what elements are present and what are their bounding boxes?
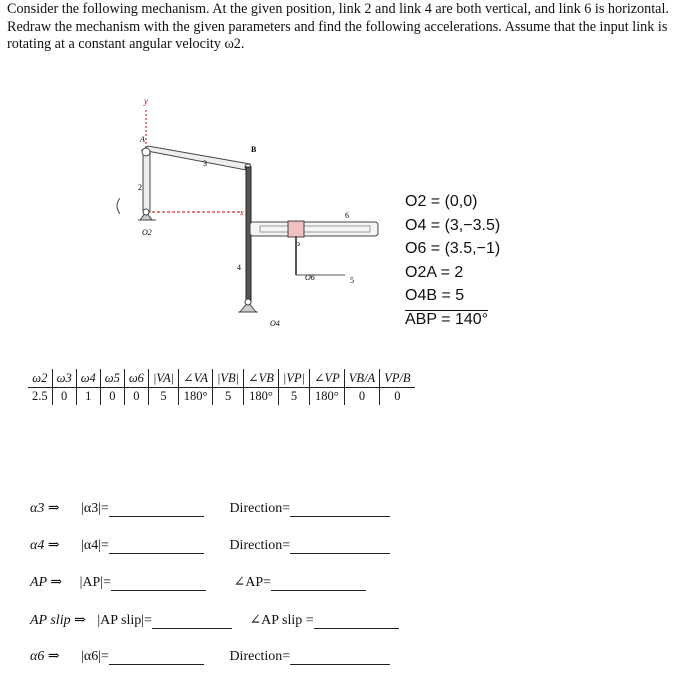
alpha6-magnitude-blank[interactable] xyxy=(109,650,204,665)
slider-P xyxy=(288,221,304,237)
alpha3-direction-blank[interactable] xyxy=(290,502,390,517)
table-header: |VP| xyxy=(278,369,309,388)
table-row xyxy=(28,388,415,406)
alpha6-direction-blank[interactable] xyxy=(290,650,390,665)
table-header: ω3 xyxy=(52,369,76,388)
param-O4B: O4B = 5 xyxy=(405,287,465,304)
table-cell: 2.5 xyxy=(32,389,48,403)
label-O4: O4 xyxy=(270,319,280,328)
link-3 xyxy=(142,146,250,170)
table-header: ω4 xyxy=(76,369,100,388)
table-cell: 5 xyxy=(148,388,178,406)
table-header-row xyxy=(28,369,415,388)
alpha4-magnitude-blank[interactable] xyxy=(109,539,204,554)
table-header: VP/B xyxy=(380,369,415,388)
label-link2: 2 xyxy=(138,183,142,192)
table-cell: 5 xyxy=(278,388,309,406)
AP-slip-magnitude-blank[interactable] xyxy=(152,614,232,629)
answer-alpha6: α6 ⇒ |α6|= Direction= xyxy=(30,648,390,665)
label-link3: 3 xyxy=(203,159,207,168)
param-ABP: ABP = 140° xyxy=(405,310,489,328)
param-O6: O6 = (3.5,−1) xyxy=(405,240,501,257)
table-cell: 0 xyxy=(344,388,379,406)
table-header: ∠VP xyxy=(310,369,345,388)
table-header: VB/A xyxy=(344,369,379,388)
param-O4: O4 = (3,−3.5) xyxy=(405,216,501,234)
table-cell: 180° xyxy=(244,388,279,406)
label-P: P xyxy=(295,241,300,250)
param-O2: O2 = (0,0) xyxy=(405,193,478,210)
table-cell: 180° xyxy=(310,388,345,406)
table-cell: 5 xyxy=(212,388,243,406)
answer-alpha3: α3 ⇒ |α3|= Direction= xyxy=(30,500,390,517)
given-parameters xyxy=(405,190,500,331)
link-6 xyxy=(250,222,378,236)
table-cell: 0 xyxy=(380,388,415,406)
answer-AP-slip: AP slip ⇒ |AP slip|= ∠AP slip = xyxy=(30,612,399,629)
table-cell: 0 xyxy=(100,388,124,406)
y-axis-label: y xyxy=(144,96,148,106)
joint-A xyxy=(142,148,150,156)
table-cell: 0 xyxy=(52,388,76,406)
answer-alpha4: α4 ⇒ |α4|= Direction= xyxy=(30,537,390,554)
table-header: ω2 xyxy=(28,369,52,388)
label-O2: O2 xyxy=(142,228,152,237)
param-O2A: O2A = 2 xyxy=(405,263,464,281)
table-header: |VA| xyxy=(148,369,178,388)
AP-magnitude-blank[interactable] xyxy=(111,576,206,591)
table-cell: 1 xyxy=(76,388,100,406)
link-2 xyxy=(143,152,150,212)
table-header: ∠VB xyxy=(244,369,279,388)
alpha4-direction-blank[interactable] xyxy=(290,539,390,554)
table-header: ω6 xyxy=(124,369,148,388)
problem-statement: Consider the following mechanism. At the given position, link 2 and link 4 are both vertical, and link 6 is horizontal. Redraw the mechanism with the given parameters and find the following accelerations. Assume that the input link is rotating at a constant angular velocity ω2. xyxy=(7,1,669,52)
AP-angle-blank[interactable] xyxy=(271,576,366,591)
table-cell: 0 xyxy=(124,388,148,406)
velocity-table xyxy=(28,369,415,405)
label-B: B xyxy=(251,145,257,154)
table-cell: 180° xyxy=(179,388,213,406)
mechanism-diagram xyxy=(100,90,400,340)
label-link6: 6 xyxy=(345,211,349,220)
AP-slip-angle-blank[interactable] xyxy=(314,614,399,629)
label-O6: O6 xyxy=(305,273,315,282)
label-link4: 4 xyxy=(237,263,241,272)
alpha3-magnitude-blank[interactable] xyxy=(109,502,204,517)
label-link5: 5 xyxy=(350,276,354,285)
table-header: |VB| xyxy=(212,369,243,388)
table-header: ω5 xyxy=(100,369,124,388)
x-axis-label: x xyxy=(240,208,244,217)
label-A: A xyxy=(140,135,145,144)
table-header: ∠VA xyxy=(179,369,213,388)
answer-AP: AP ⇒ |AP|= ∠AP= xyxy=(30,574,366,591)
